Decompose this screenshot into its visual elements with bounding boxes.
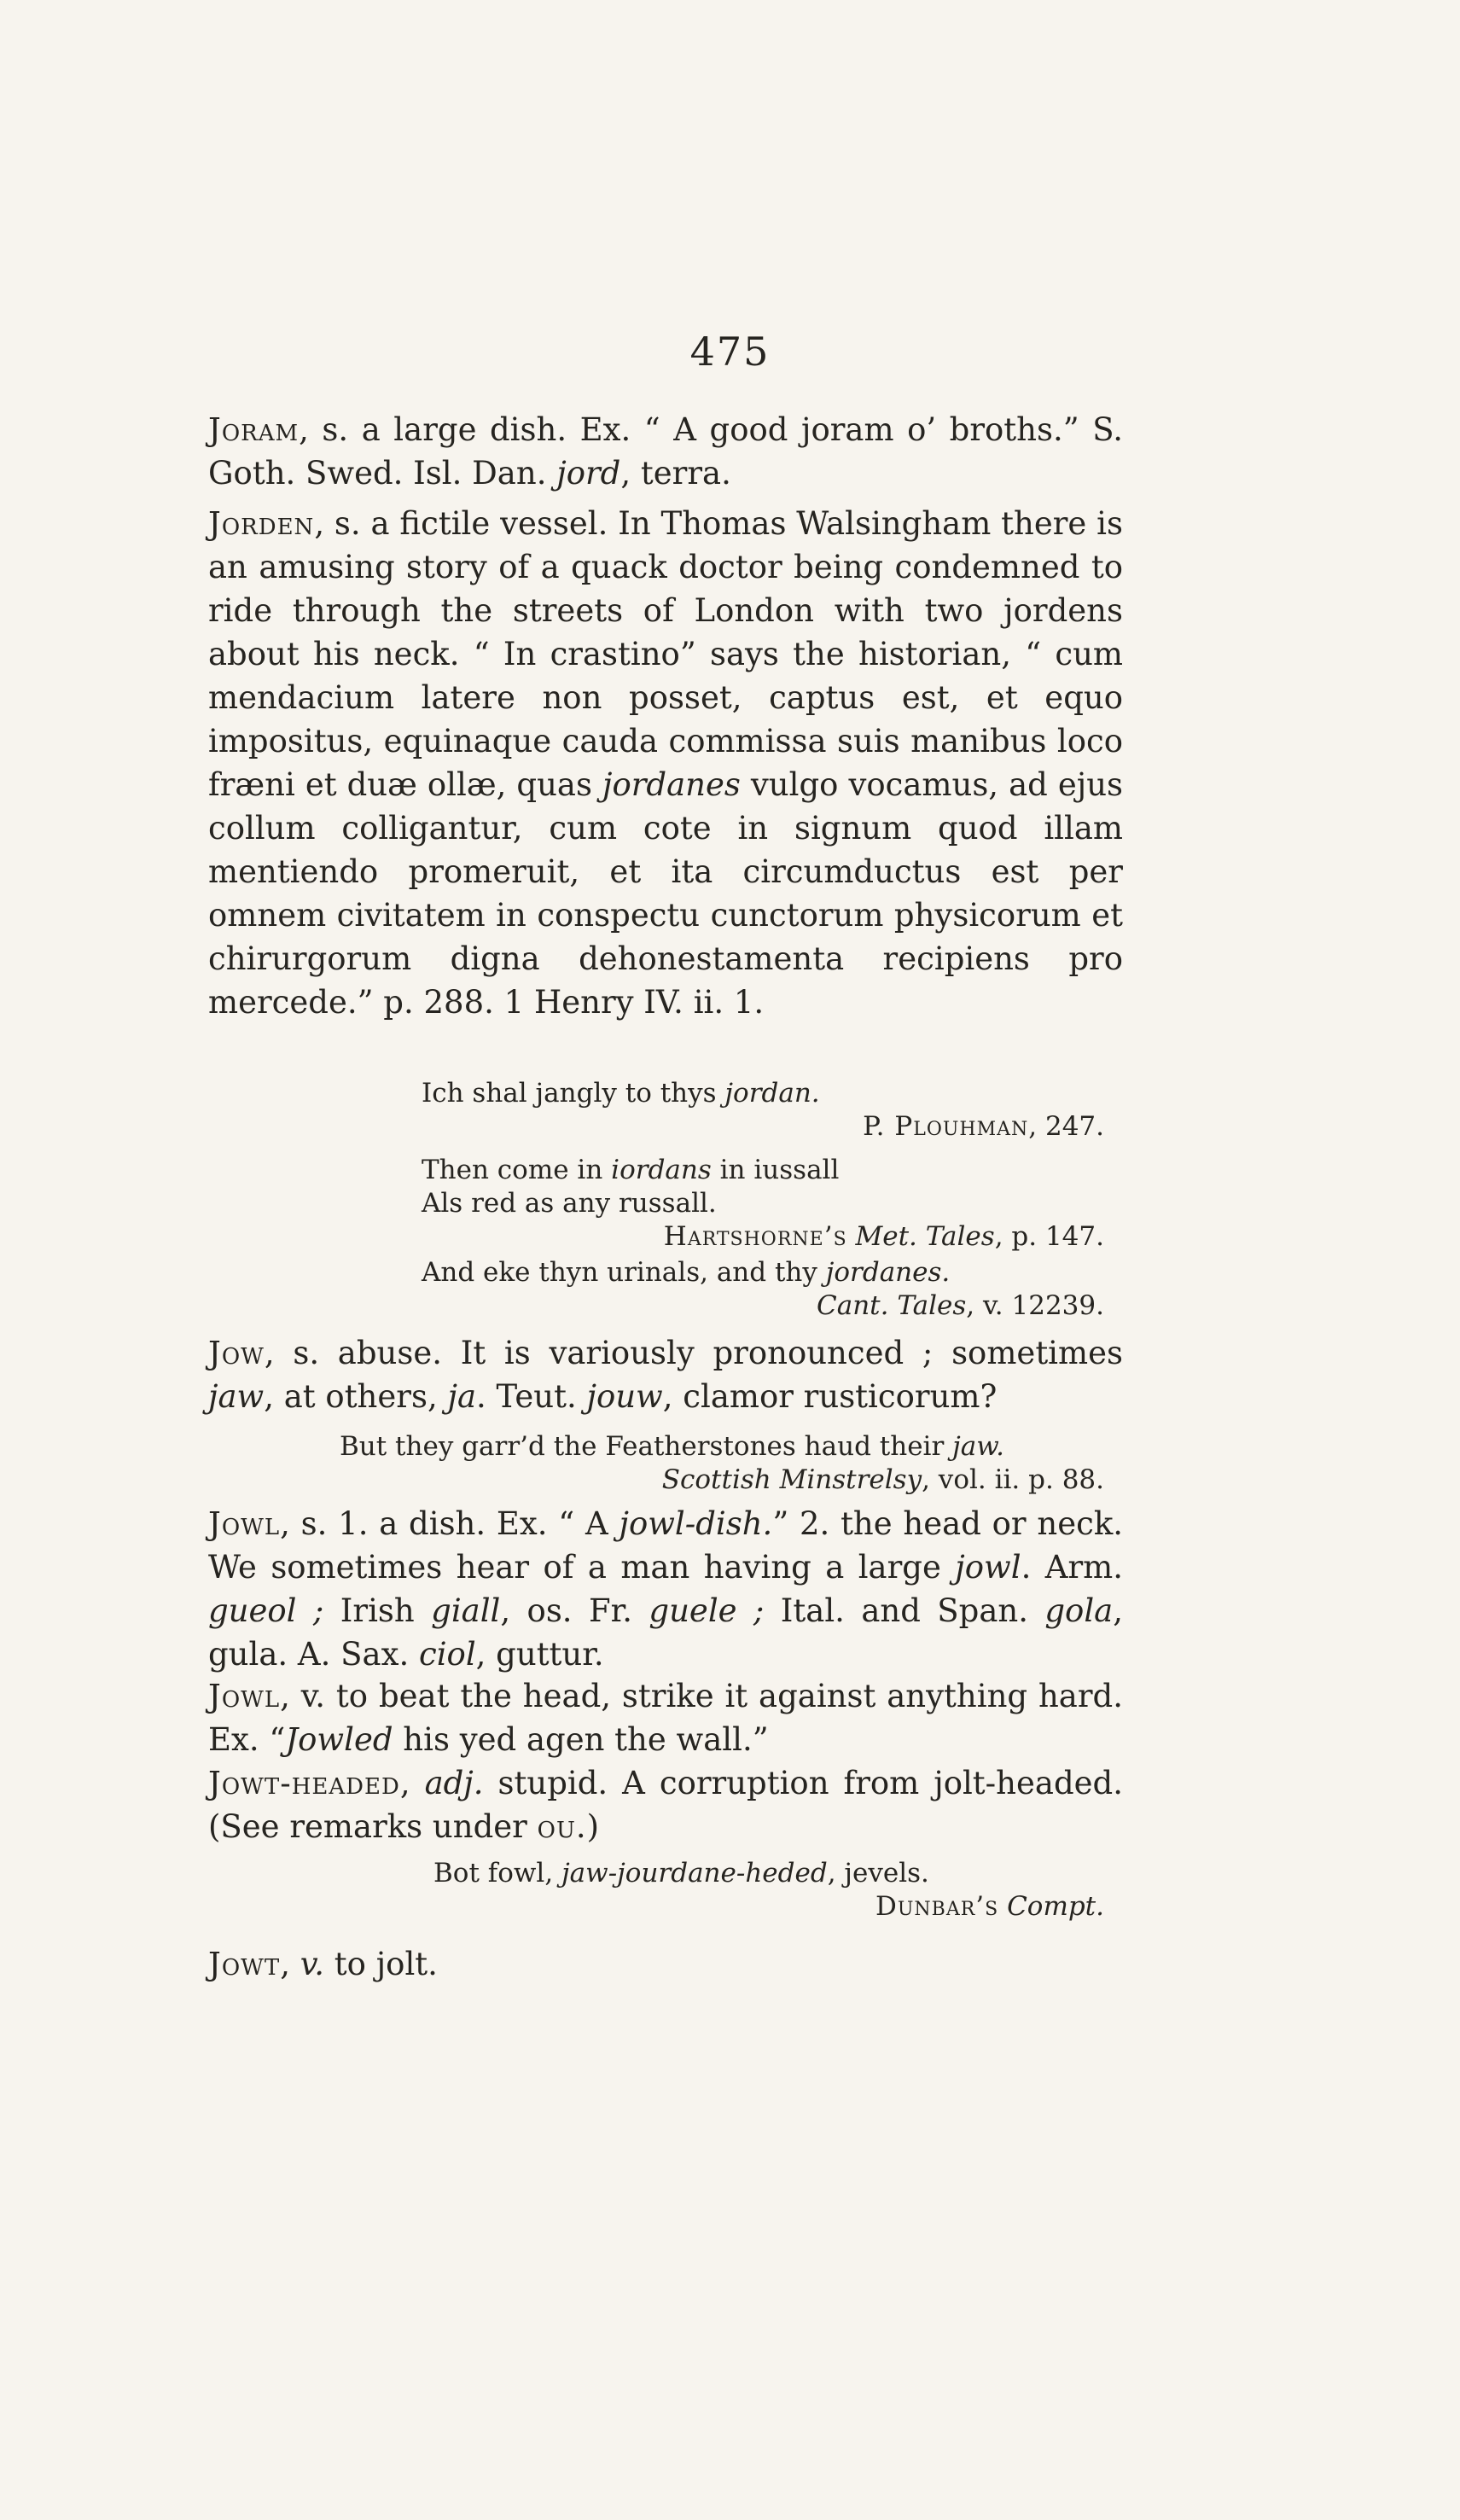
entry-jowl-noun: Jowl, s. 1. a dish. Ex. “ A jowl-dish.” 2. the head or neck. We sometimes hear of a man having a large jowl. Arm. gueol ; Irish giall, os. Fr. guele ; Ital. and Span. gola, gula. A. Sax. ciol, guttur. [208, 1505, 1123, 1673]
headword: Jowl [208, 1678, 281, 1714]
quote-hartshorne [422, 1154, 1104, 1254]
italic-word: jordanes [602, 766, 741, 803]
quote-line: But they garr’d the Featherstones haud their jaw. [340, 1431, 1004, 1462]
quote-source: Dunbar’s Compt. [875, 1891, 1104, 1922]
quote-source: P. Plouhman, 247. [863, 1111, 1104, 1142]
entry-jowl-verb: Jowl, v. to beat the head, strike it against anything hard. Ex. “Jowled his yed agen the wall.” [208, 1678, 1123, 1758]
etymology-word: jord [556, 455, 621, 492]
quote-line: Then come in iordans in iussall [422, 1155, 840, 1185]
quote-line: Als red as any russall. [422, 1188, 717, 1219]
headword: Jorden [208, 505, 315, 542]
quote-scottish-minstrelsy [340, 1430, 1104, 1497]
quote-line: Ich shal jangly to thys jordan. [422, 1078, 820, 1109]
quote-line: Bot fowl, jaw-jourdane-heded, jevels. [433, 1858, 929, 1889]
headword: Joram [208, 411, 300, 448]
quote-dunbar [433, 1857, 1104, 1923]
quote-source: Hartshorne’s Met. Tales, p. 147. [663, 1221, 1104, 1252]
quote-source: Scottish Minstrelsy, vol. ii. p. 88. [661, 1464, 1104, 1495]
entry-text: , terra. [620, 455, 731, 492]
headword: Jow [208, 1335, 265, 1371]
quote-cant-tales [422, 1256, 1104, 1323]
headword: Jowt-headed [208, 1765, 400, 1801]
quote-source: Cant. Tales, v. 12239. [817, 1290, 1104, 1321]
entry-jowt-headed: Jowt-headed, adj. stupid. A corruption from jolt-headed. (See remarks under ou.) [208, 1765, 1123, 1845]
entry-jowt: Jowt, v. to jolt. [208, 1946, 438, 1982]
headword: Jowt [208, 1946, 281, 1982]
quote-line: And eke thyn urinals, and thy jordanes. [422, 1257, 951, 1288]
page-number: 475 [689, 329, 771, 375]
entry-jorden [208, 502, 1123, 1024]
quote-plouhman [422, 1077, 1104, 1144]
entry-jow: Jow, s. abuse. It is variously pronounced ; sometimes jaw, at others, ja. Teut. jouw, clamor rusticorum? [208, 1335, 1123, 1415]
entry-joram [208, 408, 1123, 495]
entry-text: vulgo vocamus, ad ejus collum colligantur, cum cote in signum quod illam mentiendo promeruit, et ita circumductus est per omnem civitatem in conspectu cunctorum physicorum et chirurgorum digna dehonestamenta recipiens pro mercede.” p. 288. 1 Henry IV. ii. 1. [208, 766, 1124, 1021]
entry-text: , s. a fictile vessel. In Thomas Walsingham there is an amusing story of a quack doctor being condemned to ride through the streets of London with two jordens about his neck. “ In crastino” says the historian, “ cum mendacium latere non posset, captus est, et equo impositus, equinaque cauda commissa suis manibus loco fræni et duæ ollæ, quas [208, 505, 1123, 803]
headword: Jowl [208, 1505, 281, 1542]
entry-text: , s. a large dish. Ex. “ A good joram o’ broths.” S. Goth. Swed. Isl. Dan. [208, 411, 1123, 492]
